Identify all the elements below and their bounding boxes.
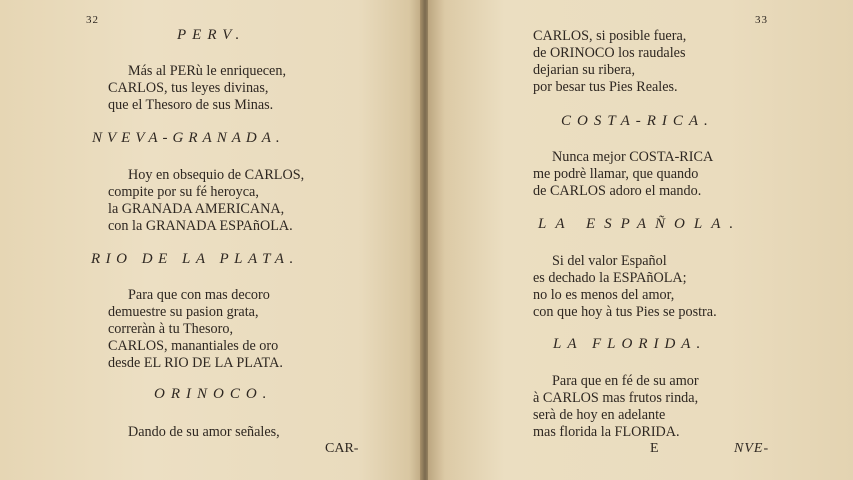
- verse-line: Hoy en obsequio de CARLOS,: [128, 167, 305, 183]
- verse-line: es dechado la ESPAñOLA;: [533, 270, 687, 286]
- section-heading: LA ESPAÑOLA.: [538, 216, 743, 232]
- verse-line: Para que con mas decoro: [128, 287, 270, 303]
- section-heading: COSTA-RICA.: [561, 113, 714, 129]
- catchword: NVE-: [734, 441, 770, 456]
- verse-line: Nunca mejor COSTA-RICA: [552, 149, 714, 165]
- verse-line: con que hoy à tus Pies se postra.: [533, 304, 717, 320]
- verse-line: Para que en fé de su amor: [552, 373, 699, 389]
- verse-line: por besar tus Pies Reales.: [533, 79, 678, 95]
- verse-line: dejarian su ribera,: [533, 62, 636, 78]
- verse-line: de ORINOCO los raudales: [533, 45, 686, 61]
- verse-line: correràn à tu Thesoro,: [108, 321, 234, 337]
- verse-line: compite por su fé heroyca,: [108, 184, 259, 200]
- verse-line: Dando de su amor señales,: [128, 424, 280, 440]
- verse-line: CARLOS, manantiales de oro: [108, 338, 279, 354]
- section-heading: ORINOCO.: [154, 386, 273, 402]
- verse-line: Si del valor Español: [552, 253, 667, 269]
- verse-line: que el Thesoro de sus Minas.: [108, 97, 274, 113]
- verse-line: con la GRANADA ESPAñOLA.: [108, 218, 293, 234]
- section-heading: LA FLORIDA.: [553, 336, 707, 352]
- verse-line: desde EL RIO DE LA PLATA.: [108, 355, 283, 371]
- verse-line: serà de hoy en adelante: [533, 407, 666, 423]
- verse-line: de CARLOS adoro el mando.: [533, 183, 702, 199]
- verse-line: CARLOS, tus leyes divinas,: [108, 80, 269, 96]
- verse-line: CARLOS, si posible fuera,: [533, 28, 687, 44]
- verse-line: Más al PERù le enriquecen,: [128, 63, 286, 79]
- right-page: [428, 0, 853, 480]
- verse-line: à CARLOS mas frutos rinda,: [533, 390, 699, 406]
- page-number: 32: [86, 14, 99, 26]
- verse-line: mas florida la FLORIDA.: [533, 424, 680, 440]
- verse-line: no lo es menos del amor,: [533, 287, 675, 303]
- signature-mark: E: [650, 441, 659, 456]
- verse-line: la GRANADA AMERICANA,: [108, 201, 285, 217]
- section-heading: NVEVA-GRANADA.: [92, 130, 285, 146]
- section-heading: PERV.: [177, 27, 246, 43]
- verse-line: demuestre su pasion grata,: [108, 304, 259, 320]
- catchword: CAR-: [325, 441, 359, 456]
- verse-line: me podrè llamar, que quando: [533, 166, 699, 182]
- left-page: [0, 0, 422, 480]
- section-heading: RIO DE LA PLATA.: [91, 251, 299, 267]
- page-number: 33: [755, 14, 768, 26]
